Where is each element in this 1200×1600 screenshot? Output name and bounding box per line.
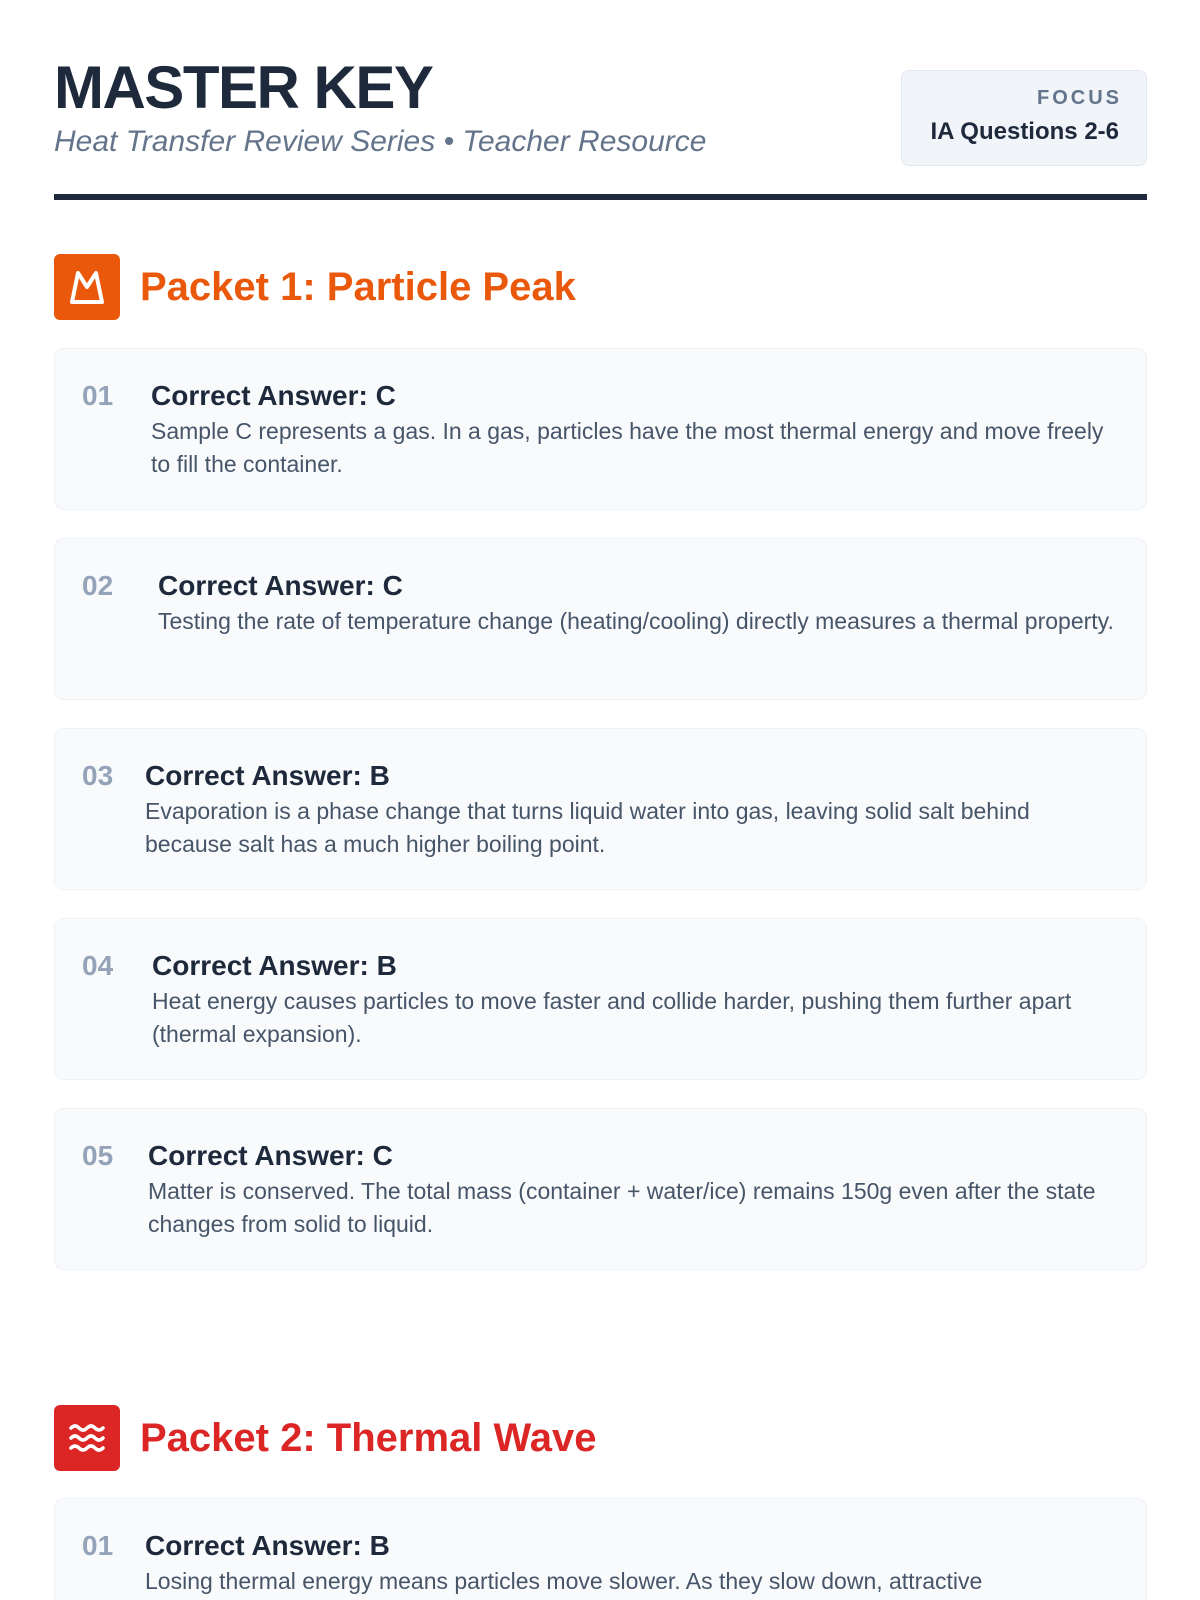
- correct-answer: Correct Answer: B: [145, 760, 390, 791]
- answer-body: [158, 569, 1116, 638]
- header-divider: [54, 194, 1147, 200]
- focus-badge: [901, 70, 1147, 166]
- answer-body: [151, 379, 1116, 481]
- answer-card: [54, 1108, 1147, 1270]
- packet-1-header: [54, 254, 1147, 320]
- page-title: MASTER KEY: [54, 54, 433, 121]
- answer-card: [54, 1498, 1147, 1600]
- packet-2-header: [54, 1405, 1147, 1471]
- correct-answer: Correct Answer: B: [152, 950, 397, 981]
- answer-explanation: Evaporation is a phase change that turns liquid water into gas, leaving solid salt behind because salt has a much higher boiling point.: [145, 798, 1030, 857]
- answer-explanation: Losing thermal energy means particles move slower. As they slow down, attractive: [145, 1568, 983, 1594]
- correct-answer: Correct Answer: C: [148, 1140, 393, 1171]
- correct-answer: Correct Answer: B: [145, 1530, 390, 1561]
- answer-body: [152, 949, 1116, 1051]
- focus-label: FOCUS: [1037, 87, 1122, 109]
- answer-explanation: Testing the rate of temperature change (heating/cooling) directly measures a thermal property.: [158, 608, 1114, 634]
- question-number: 02: [82, 570, 114, 601]
- answer-body: [148, 1139, 1116, 1241]
- answer-explanation: Matter is conserved. The total mass (container + water/ice) remains 150g even after the state changes from solid to liquid.: [148, 1178, 1096, 1237]
- packet-1-title: Packet 1: Particle Peak: [140, 265, 576, 309]
- answer-card: [54, 918, 1147, 1080]
- header: [54, 0, 1147, 200]
- answer-card: [54, 538, 1147, 700]
- answer-explanation: Heat energy causes particles to move faster and collide harder, pushing them further apart (thermal expansion).: [152, 988, 1072, 1047]
- page-subtitle: Heat Transfer Review Series • Teacher Resource: [54, 125, 707, 158]
- correct-answer: Correct Answer: C: [158, 570, 403, 601]
- question-number: 01: [82, 1530, 114, 1561]
- waves-icon: [54, 1405, 120, 1471]
- question-number: 01: [82, 380, 114, 411]
- question-number: 05: [82, 1140, 114, 1171]
- answer-body: [145, 1529, 1116, 1598]
- focus-value: IA Questions 2-6: [930, 118, 1119, 145]
- correct-answer: Correct Answer: C: [151, 380, 396, 411]
- packet-2-title: Packet 2: Thermal Wave: [140, 1416, 597, 1460]
- answer-card: [54, 348, 1147, 510]
- mountain-icon: [54, 254, 120, 320]
- answer-explanation: Sample C represents a gas. In a gas, particles have the most thermal energy and move freely to fill the container.: [151, 418, 1104, 477]
- question-number: 04: [82, 950, 114, 981]
- question-number: 03: [82, 760, 114, 791]
- answer-key-page: [54, 0, 1147, 1594]
- answer-body: [145, 759, 1116, 861]
- answer-card: [54, 728, 1147, 890]
